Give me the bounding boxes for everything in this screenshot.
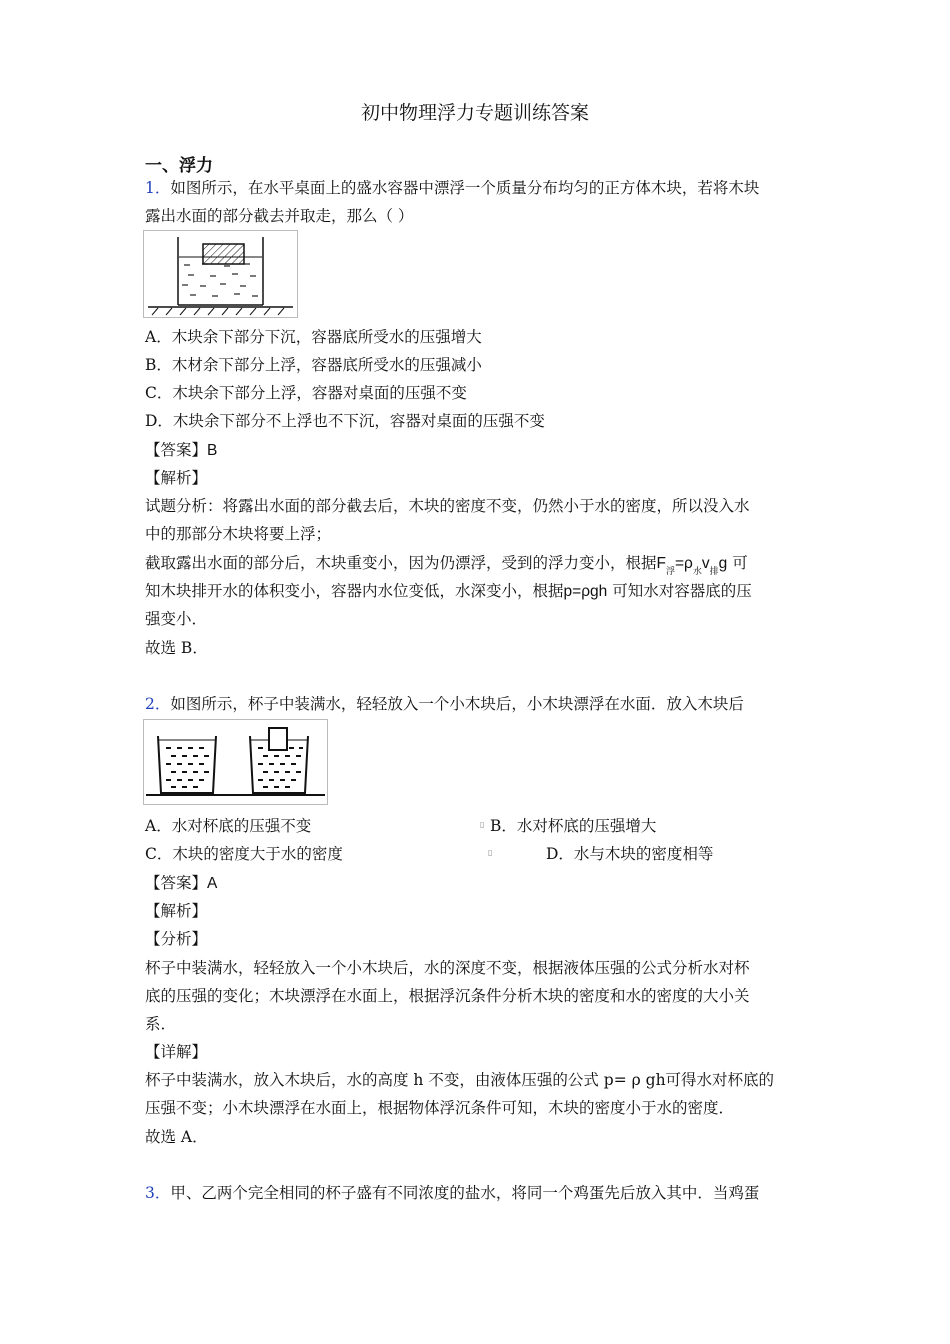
q3-number: 3．: [145, 1184, 171, 1202]
q1-option-c: C．木块余下部分上浮，容器对桌面的压强不变: [145, 384, 467, 402]
q1-analysis-line4: 知木块排开水的体积变小，容器内水位变低，水深变小，根据p=ρgh 可知水对容器底的压: [145, 582, 752, 600]
q2-detail-label: 【详解】: [145, 1043, 208, 1061]
q1-analysis-line1: 试题分析：将露出水面的部分截去后，木块的密度不变，仍然小于水的密度，所以没入水: [145, 497, 750, 515]
placeholder-glyph: ▯: [488, 848, 493, 857]
q1-answer: 【答案】B: [145, 441, 218, 459]
section-heading: 一、浮力: [145, 156, 213, 176]
q2-number: 2．: [145, 695, 171, 713]
q3-stem: 3．甲、乙两个完全相同的杯子盛有不同浓度的盐水，将同一个鸡蛋先后放入其中．当鸡蛋: [145, 1184, 760, 1202]
q2-fenxi-line2: 底的压强的变化；木块漂浮在水面上，根据浮沉条件分析木块的密度和水的密度的大小关: [145, 987, 750, 1005]
q1-figure-container-on-table: [143, 230, 298, 318]
placeholder-glyph: ▯: [480, 820, 485, 829]
q1-conclusion: 故选 B．: [145, 639, 208, 657]
q1-stem-line1: 1．如图所示，在水平桌面上的盛水容器中漂浮一个质量分布均匀的正方体木块，若将木块: [145, 179, 760, 197]
q2-option-b: B．水对杯底的压强增大: [490, 817, 657, 835]
q2-fenxi-line1: 杯子中装满水，轻轻放入一个小木块后，水的深度不变，根据液体压强的公式分析水对杯: [145, 959, 750, 977]
q2-detail-line1: 杯子中装满水，放入木块后，水的高度 h 不变，由液体压强的公式 p= ρ gh可得水对杯底的: [145, 1071, 775, 1089]
q1-analysis-line2: 中的那部分木块将要上浮；: [145, 525, 332, 543]
q1-option-d: D．木块余下部分不上浮也不下沉，容器对桌面的压强不变: [145, 412, 545, 430]
q2-answer: 【答案】A: [145, 874, 218, 892]
q2-option-c: C．木块的密度大于水的密度: [145, 845, 343, 863]
q1-analysis-line3: 截取露出水面的部分后，木块重变小，因为仍漂浮，受到的浮力变小，根据$F_浮=\rho_水v_排g$ 可: [145, 554, 748, 576]
q2-fenxi-line3: 系．: [145, 1015, 177, 1033]
q2-option-a: A．水对杯底的压强不变: [145, 817, 312, 835]
q1-option-b: B．木材余下部分上浮，容器底所受水的压强减小: [145, 356, 482, 374]
q1-number: 1．: [145, 179, 171, 197]
q2-conclusion: 故选 A．: [145, 1128, 208, 1146]
q1-analysis-line5: 强变小．: [145, 610, 208, 628]
q2-stem: 2．如图所示，杯子中装满水，轻轻放入一个小木块后，小木块漂浮在水面．放入木块后: [145, 695, 744, 713]
q1-analysis-label: 【解析】: [145, 469, 208, 487]
page-title: 初中物理浮力专题训练答案: [360, 102, 589, 124]
q2-analysis-label: 【解析】: [145, 902, 208, 920]
q2-fenxi-label: 【分析】: [145, 930, 208, 948]
q2-figure-two-cups: [143, 719, 328, 805]
q2-detail-line2: 压强不变；小木块漂浮在水面上，根据物体浮沉条件可知，木块的密度小于水的密度．: [145, 1099, 735, 1117]
pressure-formula: p=ρgh: [563, 583, 608, 600]
buoyancy-formula: $F_浮=\rho_水v_排g$: [656, 555, 728, 576]
q1-stem-line2: 露出水面的部分截去并取走，那么（ ）: [145, 207, 414, 225]
q2-option-d: D．水与木块的密度相等: [546, 845, 714, 863]
q1-option-a: A．木块余下部分下沉，容器底所受水的压强增大: [145, 328, 482, 346]
